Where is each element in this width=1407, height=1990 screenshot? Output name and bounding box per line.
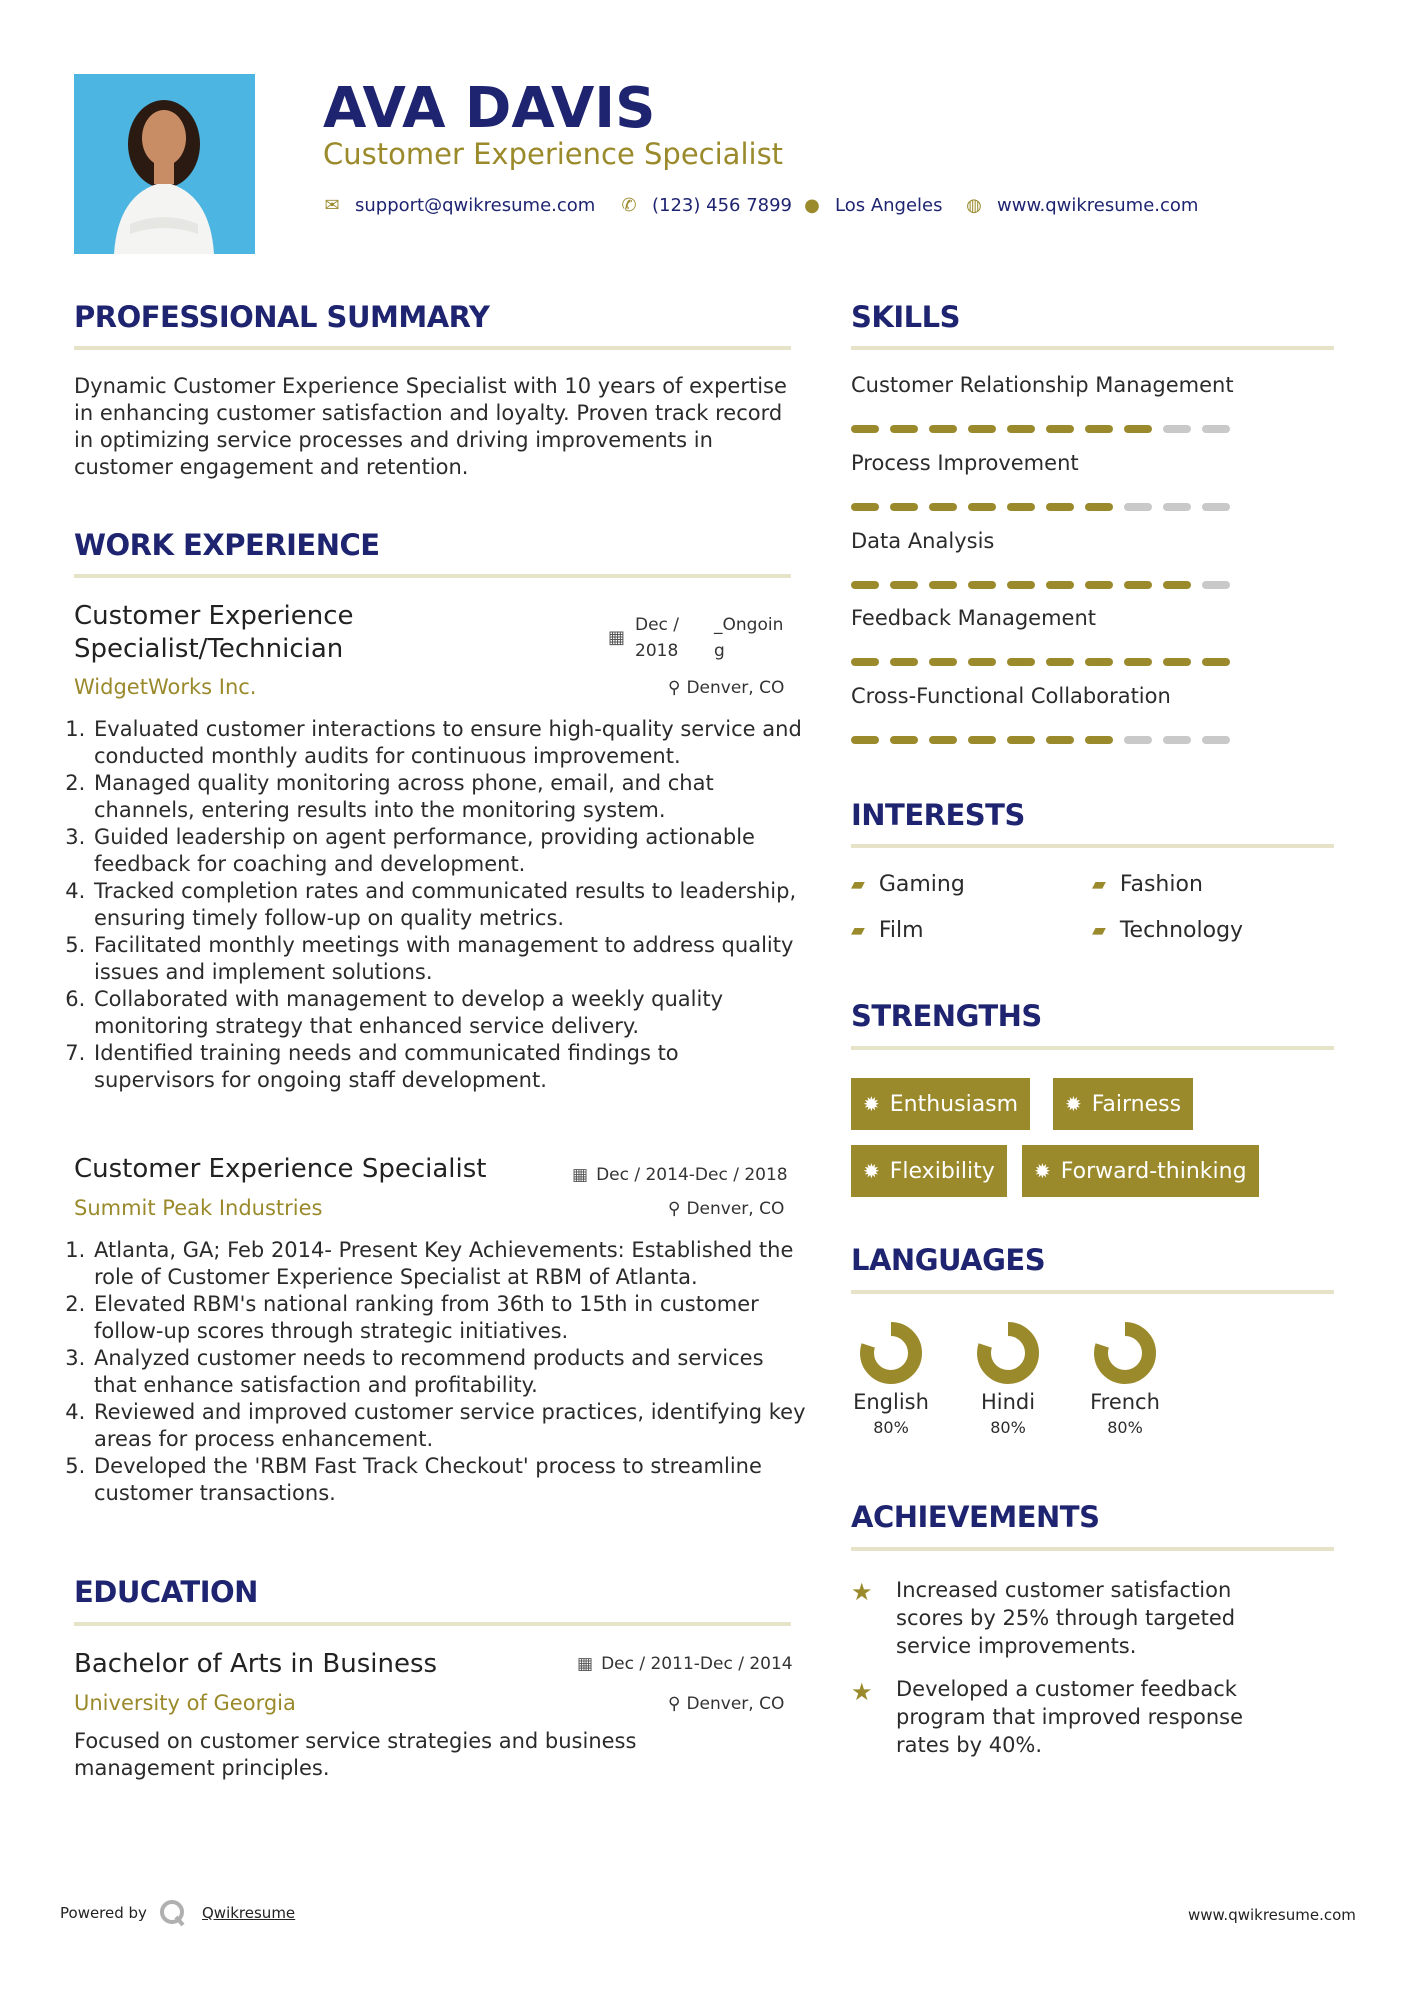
skill-rating-dot (890, 503, 918, 511)
strength-label: Fairness (1091, 1091, 1182, 1117)
website-text: www.qwikresume.com (997, 195, 1199, 216)
phone-text: (123) 456 7899 (652, 195, 793, 216)
qwikresume-logo-icon (158, 1898, 188, 1928)
language-name: English (853, 1390, 929, 1414)
education-description: Focused on customer service strategies and business management principles. (74, 1729, 637, 1780)
skill-rating-dot (929, 425, 957, 433)
experience-heading: WORK EXPERIENCE (74, 528, 380, 562)
job-bullet: 3. Analyzed customer needs to recommend products and services that enhance satisfaction and profitability. (92, 1345, 812, 1399)
skill-rating (851, 581, 1230, 589)
skill-rating-dot (1124, 658, 1152, 666)
skill-rating-dot (1202, 581, 1230, 589)
skill-name: Customer Relationship Management (851, 373, 1234, 397)
job-date-start: Dec / 2018 (635, 615, 680, 661)
job-title: Customer Experience Specialist (74, 1154, 487, 1184)
job-bullet: 7. Identified training needs and communicated findings to supervisors for ongoing staff development. (92, 1040, 802, 1094)
skills-heading: SKILLS (851, 300, 960, 334)
strength-label: Forward-thinking (1060, 1158, 1247, 1184)
skill-rating-dot (851, 658, 879, 666)
skill-rating-dot (1202, 503, 1230, 511)
skill-rating-dot (1085, 503, 1113, 511)
job-dates (572, 1165, 788, 1185)
skill-rating-dot (890, 736, 918, 744)
skill-rating-dot (1046, 503, 1074, 511)
skill-rating-dot (851, 581, 879, 589)
section-divider (851, 346, 1334, 350)
job-bullet: 1. Atlanta, GA; Feb 2014- Present Key Achievements: Established the role of Customer Experience Specialist at RBM of Atlanta. (92, 1237, 812, 1291)
language-gauge (975, 1320, 1041, 1386)
contact-website[interactable] (965, 195, 1198, 216)
job-dates-text: Dec / 2014-Dec / 2018 (596, 1165, 788, 1185)
language-item (851, 1320, 931, 1437)
education-dates (577, 1654, 793, 1674)
skill-rating-dot (1007, 581, 1035, 589)
skill-rating-dot (851, 503, 879, 511)
trophy-star-icon: ★ (851, 1678, 873, 1706)
profile-photo (74, 74, 255, 254)
skill-rating-dot (1046, 425, 1074, 433)
language-gauge (858, 1320, 924, 1386)
skill-name: Feedback Management (851, 606, 1097, 630)
job-bullet: 4. Tracked completion rates and communicated results to leadership, ensuring timely follow-up on quality metrics. (92, 878, 802, 932)
interest-label: Gaming (878, 872, 965, 897)
language-percent: 80% (1107, 1418, 1143, 1437)
education-dates-text: Dec / 2011-Dec / 2014 (601, 1654, 793, 1674)
qwikresume-link[interactable]: Qwikresume (202, 1904, 296, 1922)
section-divider (851, 844, 1334, 848)
skill-rating-dot (968, 425, 996, 433)
book-icon: ▰ (851, 874, 865, 895)
skill-rating (851, 503, 1230, 511)
education-location (668, 1694, 784, 1714)
language-gauge-arc (984, 1329, 1032, 1377)
skill-rating-dot (1202, 736, 1230, 744)
strength-label: Flexibility (889, 1158, 995, 1184)
skill-rating-dot (1007, 503, 1035, 511)
job-bullet: 6. Collaborated with management to develop a weekly quality monitoring strategy that enhanced service delivery. (92, 986, 802, 1040)
interest-label: Technology (1119, 918, 1244, 943)
skill-rating-dot (1163, 581, 1191, 589)
job-location (668, 1199, 784, 1219)
achievements-heading: ACHIEVEMENTS (851, 1500, 1100, 1534)
skill-rating-dot (851, 736, 879, 744)
education-location-text: Denver, CO (686, 1694, 785, 1714)
job-location-text: Denver, CO (686, 1199, 785, 1219)
contact-email[interactable] (323, 195, 595, 216)
skill-rating-dot (929, 736, 957, 744)
sun-icon: ✹ (863, 1092, 880, 1116)
skill-rating-dot (851, 425, 879, 433)
interest-label: Film (878, 918, 924, 943)
candidate-title: Customer Experience Specialist (323, 137, 784, 171)
skill-rating-dot (1163, 658, 1191, 666)
language-percent: 80% (990, 1418, 1026, 1437)
sun-icon: ✹ (1065, 1092, 1082, 1116)
skill-rating-dot (1124, 581, 1152, 589)
language-gauge-arc (1101, 1329, 1149, 1377)
skill-rating-dot (1007, 658, 1035, 666)
achievement-item: Developed a customer feedback program that improved response rates by 40%. (896, 1677, 1244, 1757)
job-bullet: 2. Elevated RBM's national ranking from 36th to 15th in customer follow-up scores through strategic initiatives. (92, 1291, 812, 1345)
map-pin-icon: ● (804, 195, 820, 216)
summary-text: Dynamic Customer Experience Specialist with 10 years of expertise in enhancing customer satisfaction and loyalty. Proven track record in optimizing service processes and driving improvements in customer engagement and retention. (74, 374, 787, 479)
strength-tag (1053, 1078, 1193, 1130)
skill-name: Data Analysis (851, 529, 995, 553)
language-gauge (1092, 1320, 1158, 1386)
job-title: Customer Experience Specialist/Technician (74, 601, 354, 664)
skill-rating (851, 425, 1230, 433)
job-bullet: 5. Developed the 'RBM Fast Track Checkout' process to streamline customer transactions. (92, 1453, 812, 1507)
interest-label: Fashion (1119, 872, 1203, 897)
candidate-name: AVA DAVIS (323, 76, 656, 141)
book-icon: ▰ (851, 920, 865, 941)
skill-rating-dot (1124, 425, 1152, 433)
skill-rating-dot (890, 658, 918, 666)
calendar-icon: ▦ (577, 1654, 594, 1674)
job-bullets (74, 1237, 812, 1507)
job-location (668, 678, 784, 698)
job-date-end: _Ongoing (714, 615, 784, 661)
book-icon: ▰ (1092, 920, 1106, 941)
skill-rating-dot (1085, 425, 1113, 433)
globe-icon: ◍ (966, 195, 982, 216)
skill-rating-dot (968, 658, 996, 666)
pin-icon: ⚲ (668, 678, 681, 698)
skill-rating-dot (1202, 425, 1230, 433)
skill-rating-dot (890, 581, 918, 589)
pin-icon: ⚲ (668, 1694, 681, 1714)
achievement-item: Increased customer satisfaction scores by 25% through targeted service improvements. (896, 1578, 1236, 1658)
language-name: French (1090, 1390, 1160, 1414)
strength-tag (1022, 1145, 1259, 1197)
skill-rating-dot (1124, 503, 1152, 511)
strength-tag (851, 1145, 1007, 1197)
language-name: Hindi (980, 1390, 1036, 1414)
job-bullets (74, 716, 802, 1094)
sun-icon: ✹ (1034, 1159, 1051, 1183)
skill-rating-dot (890, 425, 918, 433)
book-icon: ▰ (1092, 874, 1106, 895)
job-bullet: 4. Reviewed and improved customer service practices, identifying key areas for process enhancement. (92, 1399, 812, 1453)
job-bullet: 3. Guided leadership on agent performance, providing actionable feedback for coaching and development. (92, 824, 802, 878)
interest-item (851, 872, 965, 897)
language-gauge-arc (867, 1329, 915, 1377)
strength-tag (851, 1078, 1030, 1130)
phone-icon: ✆ (621, 195, 637, 216)
strength-label: Enthusiasm (889, 1091, 1019, 1117)
section-divider (851, 1046, 1334, 1050)
skill-rating (851, 736, 1230, 744)
powered-by-label: Powered by (60, 1904, 147, 1922)
skill-rating-dot (1046, 581, 1074, 589)
contact-phone[interactable] (620, 195, 792, 216)
pin-icon: ⚲ (668, 1199, 681, 1219)
skill-name: Process Improvement (851, 451, 1079, 475)
calendar-icon: ▦ (608, 627, 626, 648)
interest-item (1092, 918, 1243, 943)
skill-rating (851, 658, 1230, 666)
skill-rating-dot (1085, 736, 1113, 744)
strengths-heading: STRENGTHS (851, 999, 1042, 1033)
skill-rating-dot (1085, 581, 1113, 589)
footer-url[interactable]: www.qwikresume.com (1188, 1906, 1356, 1924)
section-divider (74, 346, 791, 350)
sun-icon: ✹ (863, 1159, 880, 1183)
skill-rating-dot (1202, 658, 1230, 666)
skill-rating-dot (1007, 736, 1035, 744)
language-item (1085, 1320, 1165, 1437)
location-text: Los Angeles (835, 195, 943, 216)
section-divider (851, 1547, 1334, 1551)
skill-rating-dot (929, 658, 957, 666)
interest-item (1092, 872, 1203, 897)
company-name: WidgetWorks Inc. (74, 675, 257, 699)
skill-rating-dot (1163, 503, 1191, 511)
summary-heading: PROFESSIONAL SUMMARY (74, 300, 490, 334)
skill-rating-dot (968, 736, 996, 744)
company-name: Summit Peak Industries (74, 1196, 323, 1220)
skill-rating-dot (1163, 425, 1191, 433)
job-bullet: 1. Evaluated customer interactions to ensure high-quality service and conducted monthly audits for continuous improvement. (92, 716, 802, 770)
section-divider (74, 1622, 791, 1626)
job-bullet: 2. Managed quality monitoring across phone, email, and chat channels, entering results into the monitoring system. (92, 770, 802, 824)
education-heading: EDUCATION (74, 1575, 258, 1609)
language-item (968, 1320, 1048, 1437)
email-text: support@qwikresume.com (355, 195, 596, 216)
skill-rating-dot (968, 503, 996, 511)
skill-rating-dot (929, 503, 957, 511)
skill-rating-dot (1046, 736, 1074, 744)
trophy-star-icon: ★ (851, 1578, 873, 1606)
skill-rating-dot (929, 581, 957, 589)
interests-heading: INTERESTS (851, 798, 1025, 832)
skill-rating-dot (1163, 736, 1191, 744)
interest-item (851, 918, 924, 943)
envelope-icon: ✉ (324, 195, 340, 216)
skill-rating-dot (1124, 736, 1152, 744)
contact-location (803, 195, 943, 216)
skill-rating-dot (1007, 425, 1035, 433)
skill-name: Cross-Functional Collaboration (851, 684, 1171, 708)
job-location-text: Denver, CO (686, 678, 785, 698)
language-percent: 80% (873, 1418, 909, 1437)
skill-rating-dot (1085, 658, 1113, 666)
languages-heading: LANGUAGES (851, 1243, 1046, 1277)
school-name: University of Georgia (74, 1691, 296, 1715)
skill-rating-dot (968, 581, 996, 589)
section-divider (851, 1290, 1334, 1294)
calendar-icon: ▦ (572, 1165, 589, 1185)
section-divider (74, 574, 791, 578)
job-bullet: 5. Facilitated monthly meetings with management to address quality issues and implement solutions. (92, 932, 802, 986)
degree-title: Bachelor of Arts in Business (74, 1649, 438, 1679)
skill-rating-dot (1046, 658, 1074, 666)
